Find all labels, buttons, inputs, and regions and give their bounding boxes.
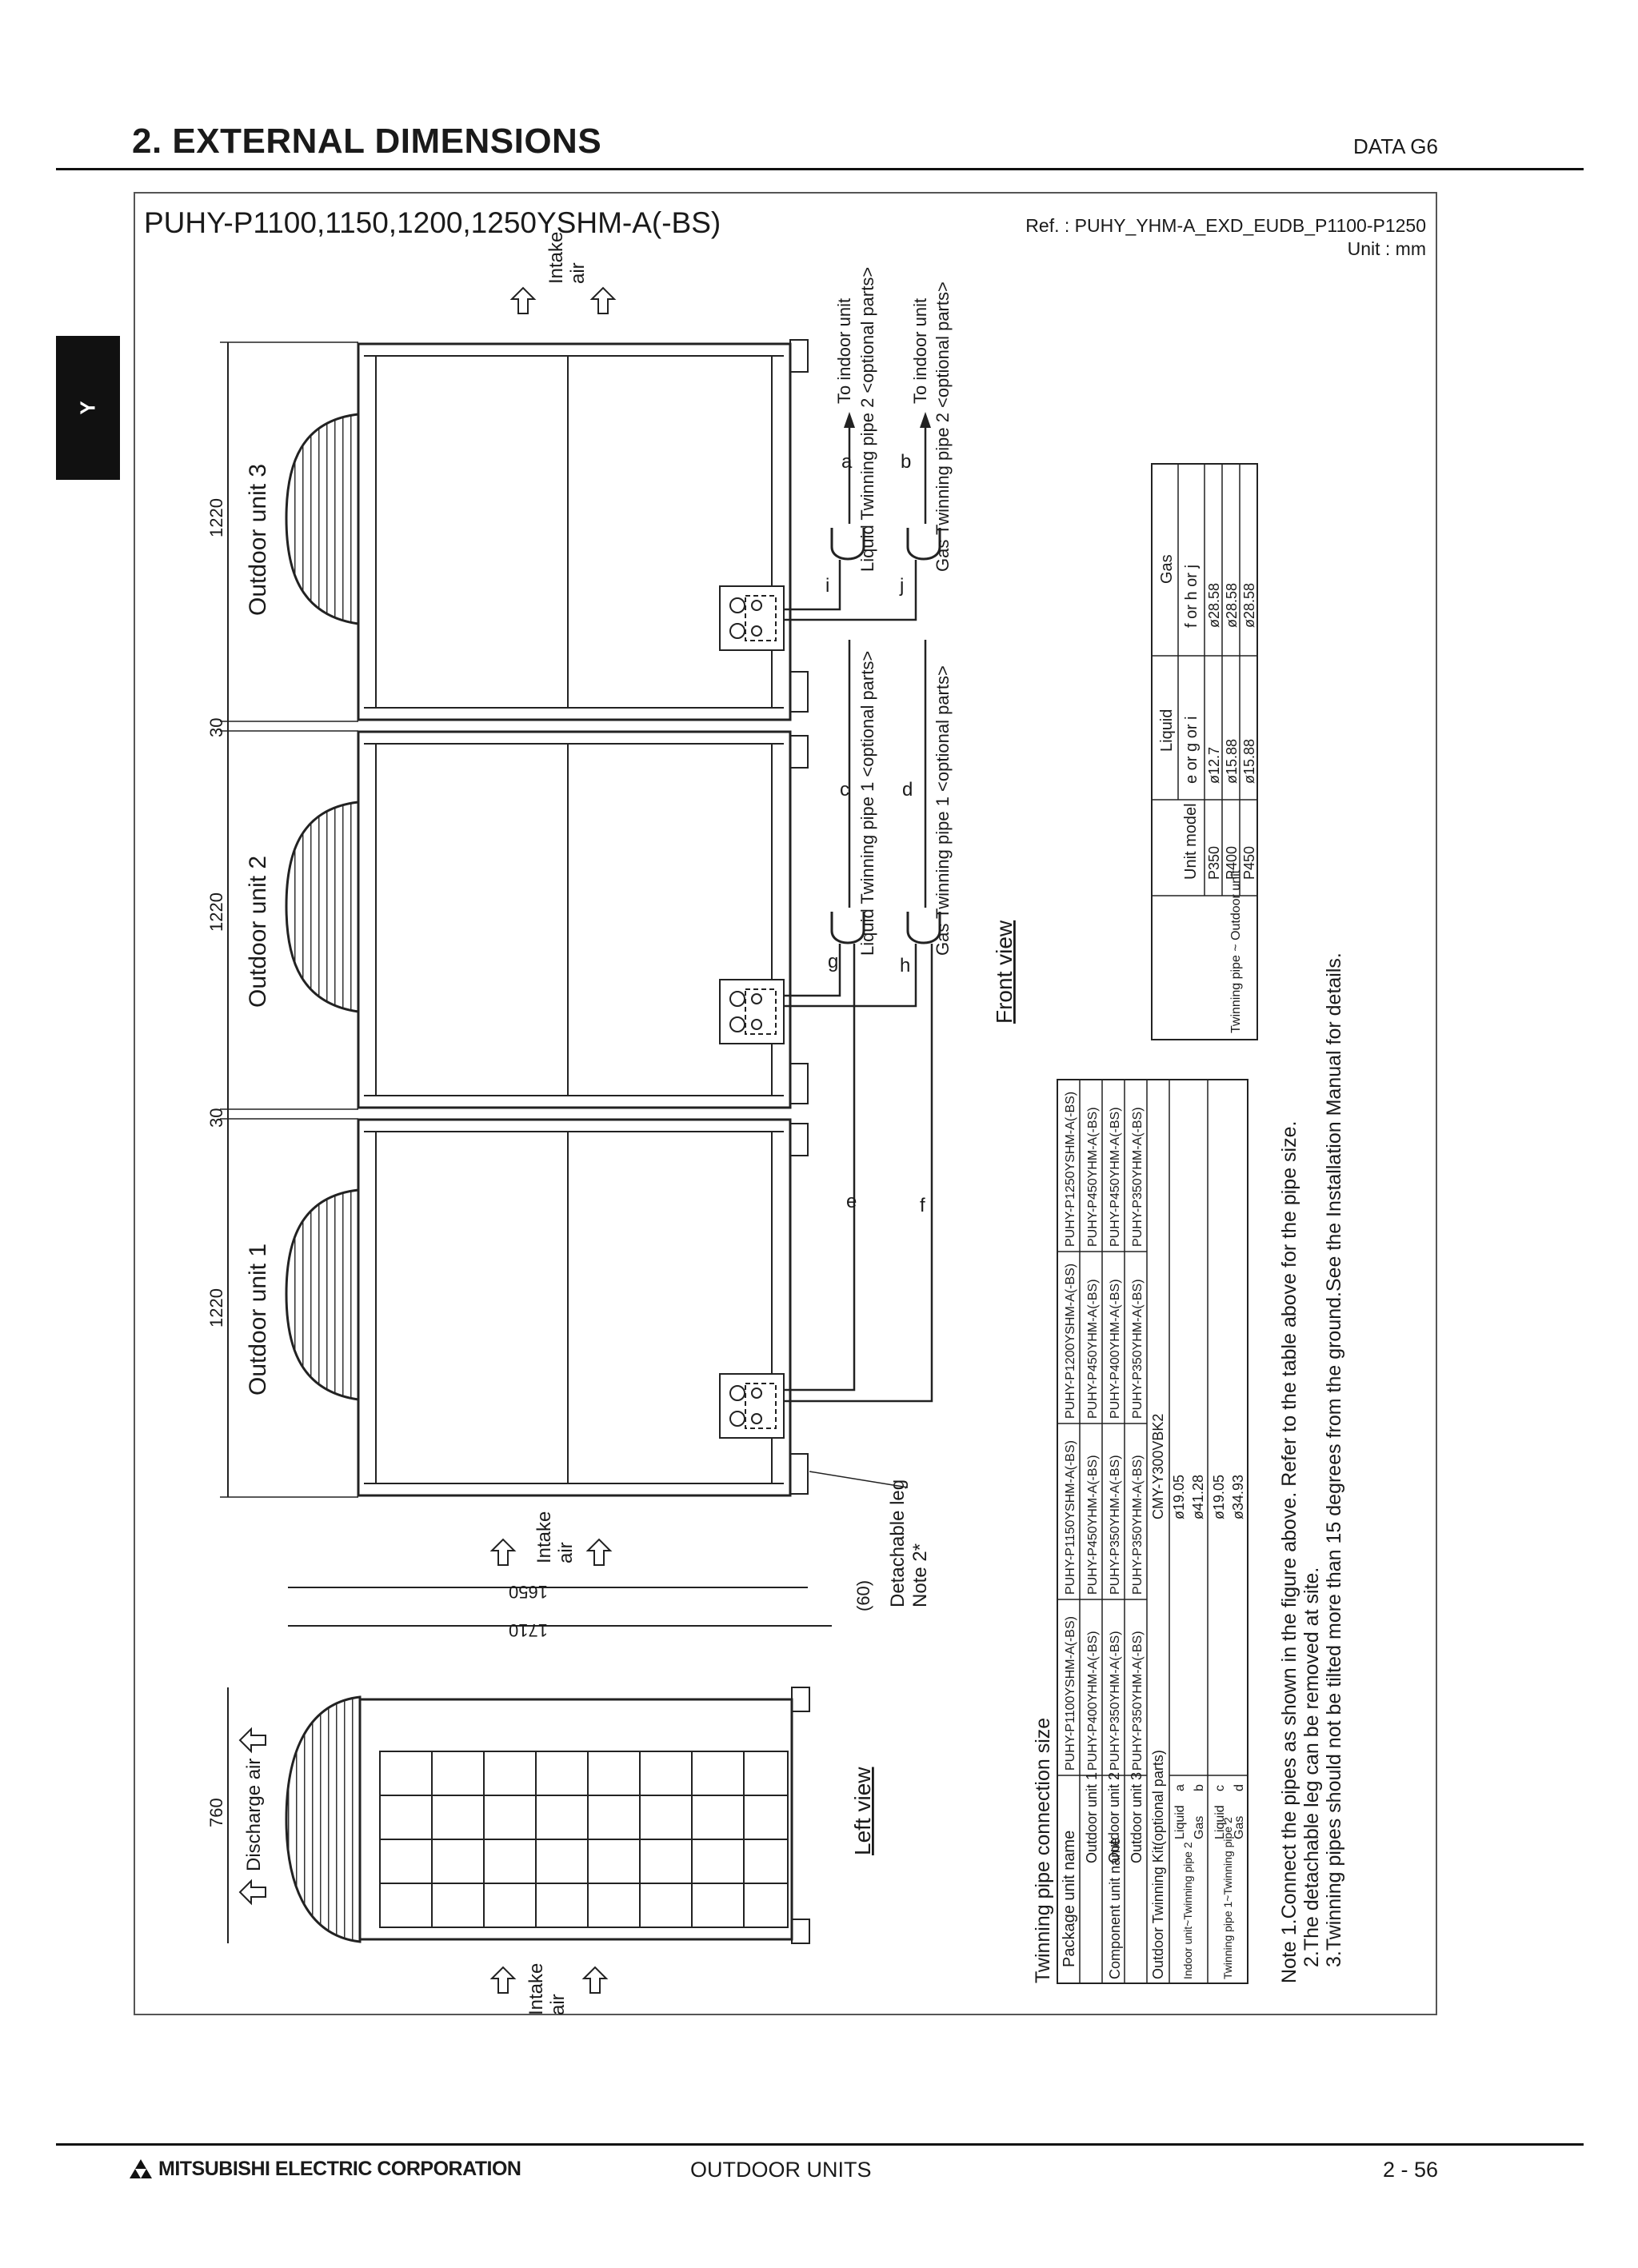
to-indoor-unit-gas: To indoor unit	[910, 297, 930, 404]
left-view-label: Left view	[850, 1767, 875, 1855]
model-row-2-liquid: ø15.88	[1224, 738, 1240, 784]
page-title: 2. EXTERNAL DIMENSIONS	[132, 122, 602, 161]
leg-dimension: (60)	[853, 1579, 873, 1611]
model-row-3-liquid: ø15.88	[1241, 738, 1257, 784]
liquid-pipe-1-label: Liquid Twinning pipe 1 <optional parts>	[857, 650, 877, 956]
overall-depth: 1710	[509, 1620, 548, 1640]
intake-air-bottom	[492, 1963, 606, 2015]
brand-name: MITSUBISHI ELECTRIC CORPORATION	[158, 2158, 521, 2180]
unit-row-3-cell-2: PUHY-P350YHM-A(-BS)	[1131, 1455, 1145, 1595]
pipe-row-a-value: ø19.05	[1171, 1474, 1187, 1519]
kit-value: CMY-Y300VBK2	[1150, 1413, 1166, 1519]
to-indoor-unit-liquid: To indoor unit	[834, 297, 854, 404]
pipe-letter-d: d	[902, 779, 913, 801]
outdoor-unit-3-label: Outdoor unit 3	[245, 463, 271, 616]
pipe-letter-f: f	[920, 1195, 925, 1216]
page-number: 2 - 56	[1382, 2158, 1438, 2182]
intake-mid-label-2: air	[555, 1542, 577, 1563]
unit-row-2-cell-1: PUHY-P350YHM-A(-BS)	[1109, 1631, 1122, 1771]
component-label: Component unit name	[1107, 1837, 1123, 1979]
col-unit-model: Unit model	[1182, 803, 1200, 880]
note-1: Note 1.Connect the pipes as shown in the figure above. Refer to the table above for the pipe size.	[1278, 1120, 1300, 1983]
mitsubishi-logo-icon	[130, 2159, 152, 2178]
unit-row-1-cell-4: PUHY-P450YHM-A(-BS)	[1086, 1107, 1100, 1247]
left-view-drawing	[286, 1687, 809, 1943]
detachable-leg-label: Detachable leg	[887, 1479, 909, 1607]
side-tab-label: Y	[75, 401, 100, 415]
discharge-air-label: Discharge air	[243, 1758, 265, 1871]
package-1: PUHY-P1100YSHM-A(-BS)	[1064, 1616, 1077, 1771]
package-3: PUHY-P1200YSHM-A(-BS)	[1064, 1263, 1077, 1419]
width-unit-2: 1220	[206, 892, 226, 932]
model-row-1-liquid: ø12.7	[1206, 746, 1222, 784]
model-row-1: P350	[1206, 845, 1222, 880]
outdoor-unit-1-label: Outdoor unit 1	[245, 1243, 271, 1396]
discharge-air	[240, 1729, 266, 1903]
outdoor-unit-3-drawing	[286, 344, 790, 720]
gap-2: 30	[206, 717, 226, 737]
pipe-row-b-type: Gas	[1193, 1815, 1206, 1839]
pipe-row-c-value: ø19.05	[1211, 1474, 1227, 1519]
model-title: PUHY-P1100,1150,1200,1250YSHM-A(-BS)	[144, 206, 721, 239]
detachable-leg	[790, 1454, 808, 1494]
pipe-letter-g: g	[828, 951, 839, 972]
ref-code: Ref. : PUHY_YHM-A_EXD_EUDB_P1100-P1250	[1025, 215, 1426, 236]
size-table	[1032, 1080, 1248, 1983]
unit-row-1-label: Outdoor unit 1	[1084, 1771, 1100, 1863]
col-gas-sub: f or h or j	[1183, 565, 1201, 628]
note2-label: Note 2*	[909, 1543, 931, 1607]
outdoor-unit-2-drawing	[286, 732, 790, 1108]
indoor-pipe-label: Indoor unit~Twinning pipe 2	[1181, 1842, 1194, 1979]
pipe-letter-i: i	[825, 575, 830, 597]
pipe-letter-c: c	[840, 779, 849, 801]
unit-row-1-cell-2: PUHY-P450YHM-A(-BS)	[1086, 1455, 1100, 1595]
depth-dimensions	[288, 1580, 873, 1640]
pipe-row-d-type: Gas	[1232, 1815, 1246, 1839]
package-4: PUHY-P1250YSHM-A(-BS)	[1064, 1091, 1077, 1247]
outdoor-unit-1-drawing	[286, 1120, 790, 1495]
col-liquid-sub: e or g or i	[1183, 716, 1201, 784]
note-2: 2.The detachable leg can be removed at site.	[1300, 1567, 1323, 1967]
pipe-row-d-value: ø34.93	[1230, 1474, 1246, 1519]
footer-section: OUTDOOR UNITS	[690, 2158, 872, 2182]
note-3: 3.Twinning pipes should not be tilted more than 15 degrees from the ground.See the Installation Manual for details.	[1323, 952, 1345, 1967]
pipe12-label: Twinning pipe 1~Twinning pipe 2	[1221, 1817, 1234, 1979]
width-unit-3: 1220	[206, 498, 226, 537]
package-label: Package unit name	[1061, 1830, 1078, 1967]
unit-row-2-cell-4: PUHY-P450YHM-A(-BS)	[1109, 1107, 1122, 1247]
front-view-label: Front view	[992, 920, 1017, 1024]
pipe-row-b-letter: b	[1193, 1784, 1206, 1791]
package-2: PUHY-P1150YSHM-A(-BS)	[1064, 1440, 1077, 1595]
intake-air-middle	[492, 1511, 610, 1565]
unit-row-2-cell-2: PUHY-P350YHM-A(-BS)	[1109, 1455, 1122, 1595]
unit-row-1-cell-3: PUHY-P450YHM-A(-BS)	[1086, 1279, 1100, 1419]
pipe-row-a-letter: a	[1173, 1784, 1187, 1791]
unit-row-2-label: Outdoor unit 2	[1106, 1771, 1122, 1863]
pipe-row-b-value: ø41.28	[1190, 1474, 1206, 1519]
intake-bottom-label-2: air	[547, 1994, 569, 2015]
size-table-caption: Twinning pipe connection size	[1032, 1717, 1054, 1983]
pipe-letter-h: h	[900, 955, 911, 976]
gas-pipe-2-label: Gas Twinning pipe 2 <optional parts>	[933, 282, 953, 572]
unit-row-2-cell-3: PUHY-P400YHM-A(-BS)	[1109, 1279, 1122, 1419]
unit-row-3-cell-3: PUHY-P350YHM-A(-BS)	[1131, 1279, 1145, 1419]
gap-1: 30	[206, 1108, 226, 1128]
pipe-letter-b: b	[901, 451, 912, 473]
pipe-row-c-type: Liquid	[1213, 1805, 1227, 1839]
model-row-1-gas: ø28.58	[1206, 582, 1222, 628]
col-gas: Gas	[1158, 554, 1176, 584]
outdoor-unit-2-label: Outdoor unit 2	[245, 855, 271, 1008]
unit-row-3-label: Outdoor unit 3	[1129, 1771, 1145, 1863]
footer-rule	[56, 2143, 1584, 2146]
model-row-2: P400	[1224, 845, 1240, 880]
intake-top-label-2: air	[567, 262, 589, 284]
model-row-2-gas: ø28.58	[1224, 582, 1240, 628]
data-code: DATA G6	[1353, 134, 1438, 158]
model-row-3: P450	[1241, 845, 1257, 880]
intake-air-top	[512, 232, 614, 313]
pipe-letter-a: a	[841, 451, 853, 473]
pipe-row-a-type: Liquid	[1173, 1805, 1187, 1839]
unit-row-3-cell-4: PUHY-P350YHM-A(-BS)	[1131, 1107, 1145, 1247]
pipe-row-c-letter: c	[1213, 1785, 1227, 1791]
pipe-letter-e: e	[846, 1191, 857, 1212]
unit-row-3-cell-1: PUHY-P350YHM-A(-BS)	[1131, 1631, 1145, 1771]
col-liquid: Liquid	[1158, 709, 1176, 752]
model-row-3-gas: ø28.58	[1241, 582, 1257, 628]
intake-top-label-1: Intake	[545, 231, 567, 284]
kit-label: Outdoor Twinning Kit(optional parts)	[1150, 1750, 1166, 1979]
intake-mid-label-1: Intake	[533, 1511, 555, 1563]
intake-bottom-label-1: Intake	[525, 1963, 547, 2015]
pipe-letter-j: j	[900, 575, 905, 597]
model-table	[1152, 464, 1257, 1040]
left-view-height: 760	[206, 1798, 226, 1827]
gas-pipe-1-label: Gas Twinning pipe 1 <optional parts>	[933, 665, 953, 956]
pipe-row-d-letter: d	[1232, 1784, 1246, 1791]
width-unit-1: 1220	[206, 1288, 226, 1328]
model-table-row-label: Twinning pipe ~ Outdoor unit	[1229, 869, 1243, 1033]
unit-label: Unit : mm	[1347, 238, 1426, 259]
unit-row-1-cell-1: PUHY-P400YHM-A(-BS)	[1086, 1631, 1100, 1771]
inner-depth: 1650	[509, 1582, 548, 1602]
liquid-pipe-2-label: Liquid Twinning pipe 2 <optional parts>	[857, 266, 877, 572]
